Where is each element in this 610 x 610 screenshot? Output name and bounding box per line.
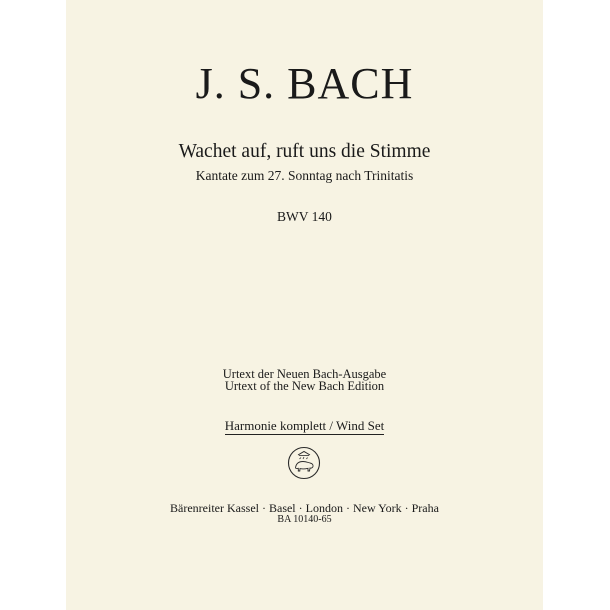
edition-line (66, 418, 543, 434)
work-subtitle: Kantate zum 27. Sonntag nach Trinitatis (195, 168, 414, 183)
score-cover (66, 0, 543, 610)
publisher-line: Bärenreiter Kassel · Basel · London · New York · Praha (170, 501, 439, 515)
urtext-line-english: Urtext of the New Bach Edition (224, 379, 385, 393)
work-title: Wachet auf, ruft uns die Stimme (178, 141, 431, 162)
order-number: BA 10140-65 (277, 514, 332, 525)
catalogue-number: BWV 140 (277, 209, 332, 224)
urtext-line-german: Urtext der Neuen Bach-Ausgabe (222, 367, 387, 381)
edition-label: Harmonie komplett / Wind Set (224, 418, 385, 433)
baerenreiter-logo-icon (287, 446, 321, 480)
composer-name: J. S. BACH (195, 59, 414, 108)
